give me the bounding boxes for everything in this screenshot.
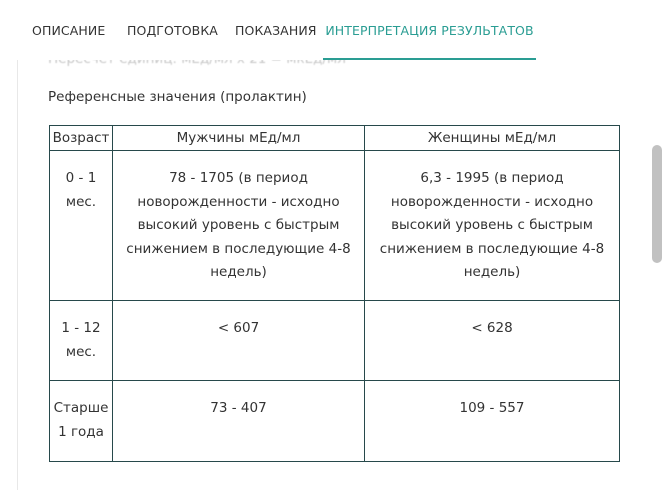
table-header-row [50, 126, 620, 151]
table-row [50, 151, 620, 301]
tab-indications[interactable]: ПОКАЗАНИЯ [235, 23, 317, 38]
tab-results-interpretation[interactable]: ИНТЕРПРЕТАЦИЯ РЕЗУЛЬТАТОВ [323, 0, 536, 60]
header-age: Возраст [50, 126, 113, 151]
header-women: Женщины мЕд/мл [365, 126, 620, 151]
scrollbar-thumb[interactable] [652, 145, 662, 263]
table-row [50, 301, 620, 381]
tab-preparation[interactable]: ПОДГОТОВКА [127, 23, 218, 38]
header-men: Мужчины мЕд/мл [113, 126, 365, 151]
age-cell: Старше 1 года [50, 381, 113, 462]
reference-values-table [49, 125, 620, 462]
scrollbar-track[interactable] [650, 60, 664, 478]
men-value-cell: 73 - 407 [113, 381, 365, 462]
content-panel [17, 60, 668, 490]
women-value-cell: < 628 [365, 301, 620, 381]
women-value-cell: 109 - 557 [365, 381, 620, 462]
age-cell: 1 - 12 мес. [50, 301, 113, 381]
table-caption: Референсные значения (пролактин) [48, 89, 307, 105]
tab-bar [0, 0, 668, 60]
women-value-cell: 6,3 - 1995 (в период новорожденности - исходно высокий уровень с быстрым снижением в последующие 4-8 недель) [365, 151, 620, 301]
men-value-cell: 78 - 1705 (в период новорожденности - исходно высокий уровень с быстрым снижением в последующие 4-8 недель) [113, 151, 365, 301]
men-value-cell: < 607 [113, 301, 365, 381]
table-row [50, 381, 620, 462]
age-cell: 0 - 1 мес. [50, 151, 113, 301]
tab-description[interactable]: ОПИСАНИЕ [32, 23, 106, 38]
